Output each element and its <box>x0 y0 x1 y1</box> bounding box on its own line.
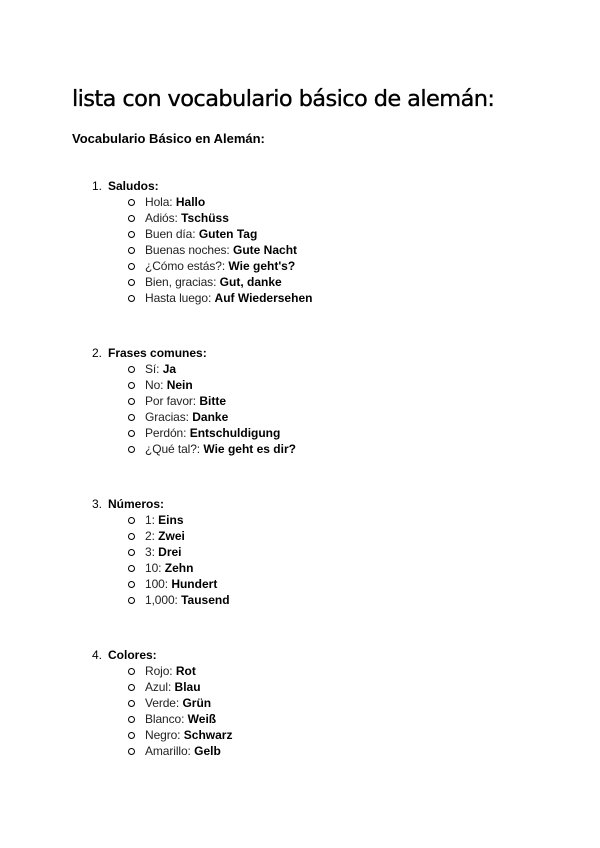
spanish-term: Buenas noches: <box>145 243 230 257</box>
section-label: Colores: <box>108 648 157 662</box>
spanish-term: Por favor: <box>145 394 197 408</box>
spanish-term: Verde: <box>145 696 180 710</box>
section-label: Números: <box>108 497 165 511</box>
german-term: Eins <box>158 513 184 527</box>
hollow-circle-bullet-icon <box>128 398 135 405</box>
german-term: Entschuldigung <box>189 426 281 440</box>
hollow-circle-bullet-icon <box>128 565 135 572</box>
hollow-circle-bullet-icon <box>128 533 135 540</box>
hollow-circle-bullet-icon <box>128 247 135 254</box>
section-number: 4. <box>91 648 102 662</box>
hollow-circle-bullet-icon <box>128 748 135 755</box>
german-term: Hundert <box>171 577 218 591</box>
spanish-term: Bien, gracias: <box>145 275 217 289</box>
hollow-circle-bullet-icon <box>128 414 135 421</box>
german-term: Tschüss <box>181 211 229 225</box>
hollow-circle-bullet-icon <box>128 597 135 604</box>
german-term: Gute Nacht <box>233 243 298 257</box>
german-term: Ja <box>162 362 177 376</box>
spanish-term: Azul: <box>145 680 172 694</box>
spanish-term: Hola: <box>145 195 173 209</box>
german-term: Zehn <box>164 561 194 575</box>
german-term: Weiß <box>187 712 217 726</box>
hollow-circle-bullet-icon <box>128 295 135 302</box>
spanish-term: Perdón: <box>145 426 187 440</box>
spanish-term: No: <box>145 378 164 392</box>
hollow-circle-bullet-icon <box>128 517 135 524</box>
section-number: 2. <box>91 346 102 360</box>
spanish-term: 10: <box>145 561 162 575</box>
german-term: Hallo <box>175 195 206 209</box>
german-term: Tausend <box>181 593 230 607</box>
hollow-circle-bullet-icon <box>128 581 135 588</box>
german-term: Gut, danke <box>219 275 282 289</box>
hollow-circle-bullet-icon <box>128 684 135 691</box>
german-term: Grün <box>182 696 212 710</box>
section-number: 1. <box>91 179 102 193</box>
german-term: Schwarz <box>183 728 233 742</box>
hollow-circle-bullet-icon <box>128 716 135 723</box>
section-label: Saludos: <box>108 179 159 193</box>
spanish-term: Negro: <box>145 728 181 742</box>
spanish-term: Hasta luego: <box>145 291 212 305</box>
hollow-circle-bullet-icon <box>128 732 135 739</box>
spanish-term: Buen día: <box>145 227 196 241</box>
hollow-circle-bullet-icon <box>128 231 135 238</box>
hollow-circle-bullet-icon <box>128 382 135 389</box>
hollow-circle-bullet-icon <box>128 279 135 286</box>
spanish-term: 3: <box>145 545 155 559</box>
german-term: Wie geht's? <box>228 259 296 273</box>
spanish-term: Gracias: <box>145 410 189 424</box>
spanish-term: Blanco: <box>145 712 185 726</box>
german-term: Auf Wiedersehen <box>214 291 313 305</box>
hollow-circle-bullet-icon <box>128 549 135 556</box>
german-term: Danke <box>192 410 229 424</box>
hollow-circle-bullet-icon <box>128 215 135 222</box>
spanish-term: 1,000: <box>145 593 178 607</box>
hollow-circle-bullet-icon <box>128 668 135 675</box>
section-number: 3. <box>91 497 102 511</box>
german-term: Rot <box>175 664 196 678</box>
spanish-term: 1: <box>145 513 155 527</box>
spanish-term: Amarillo: <box>145 744 191 758</box>
spanish-term: ¿Qué tal?: <box>145 442 201 456</box>
hollow-circle-bullet-icon <box>128 199 135 206</box>
hollow-circle-bullet-icon <box>128 263 135 270</box>
spanish-term: Adiós: <box>145 211 178 225</box>
hollow-circle-bullet-icon <box>128 366 135 373</box>
hollow-circle-bullet-icon <box>128 430 135 437</box>
german-term: Guten Tag <box>198 227 258 241</box>
spanish-term: 2: <box>145 529 155 543</box>
spanish-term: Rojo: <box>145 664 173 678</box>
document-title: lista con vocabulario básico de alemán: <box>72 86 495 112</box>
german-term: Zwei <box>158 529 185 543</box>
german-term: Nein <box>166 378 193 392</box>
spanish-term: Sí: <box>145 362 160 376</box>
spanish-term: 100: <box>145 577 168 591</box>
spanish-term: ¿Cómo estás?: <box>145 259 226 273</box>
german-term: Gelb <box>194 744 221 758</box>
hollow-circle-bullet-icon <box>128 700 135 707</box>
hollow-circle-bullet-icon <box>128 446 135 453</box>
document-subtitle: Vocabulario Básico en Alemán: <box>72 131 265 146</box>
german-term: Wie geht es dir? <box>203 442 296 456</box>
german-term: Blau <box>174 680 201 694</box>
german-term: Drei <box>158 545 182 559</box>
section-label: Frases comunes: <box>108 346 207 360</box>
german-term: Bitte <box>199 394 227 408</box>
